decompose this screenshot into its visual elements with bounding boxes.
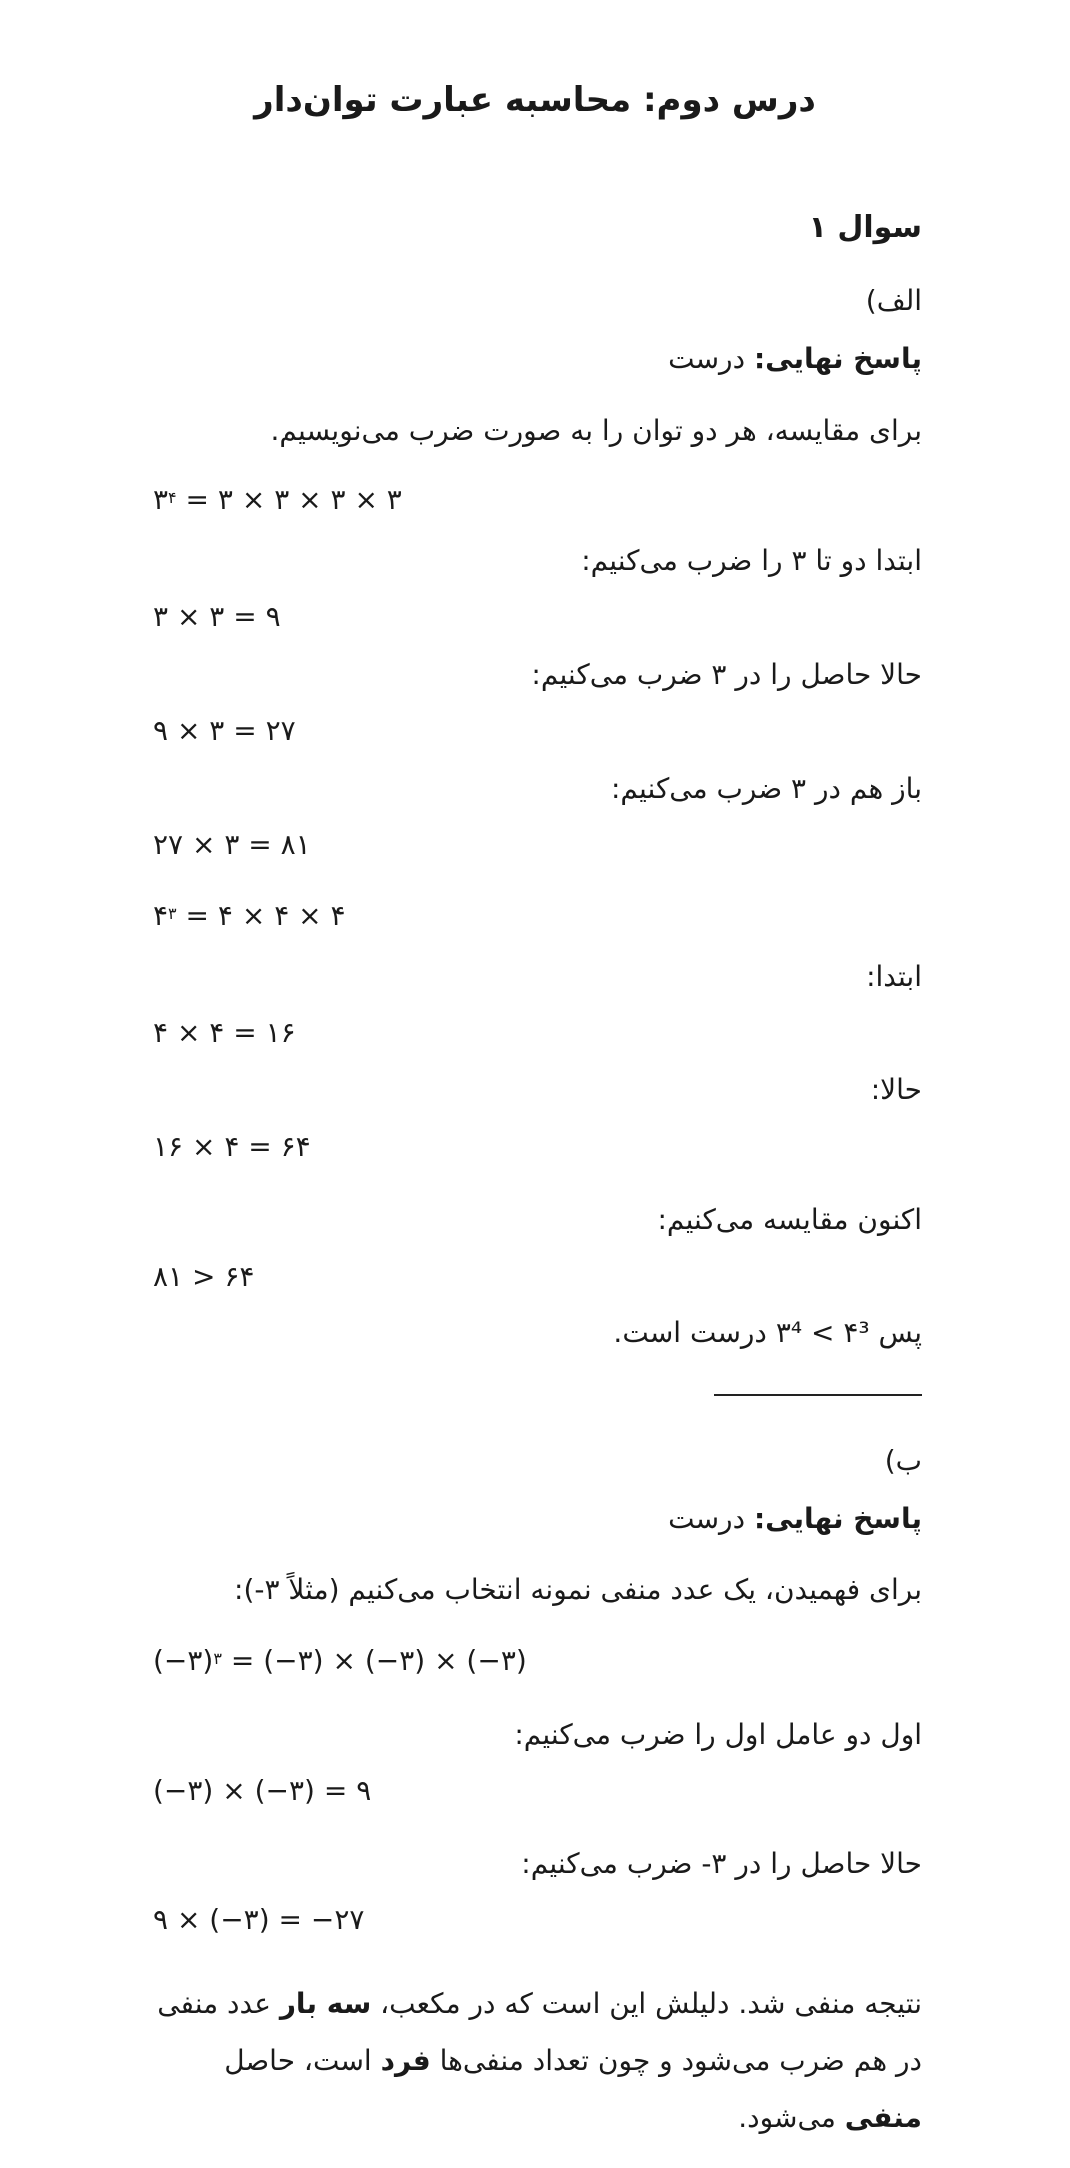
part-b-answer [668,1502,922,1535]
step-text: اول دو عامل اول را ضرب می‌کنیم: [514,1718,922,1751]
para-bold: سه بار [279,1987,372,2020]
part-a-answer [668,342,922,375]
equation [153,1644,527,1677]
equation [153,899,346,932]
section-divider [714,1394,922,1396]
para-text: می‌شود. [738,2101,845,2134]
part-a-intro: برای مقایسه، هر دو توان را به صورت ضرب می‌نویسیم. [270,414,922,447]
part-b-label: ب) [884,1444,922,1477]
question-heading: سوال ۱ [808,210,922,245]
equation: ۳ × ۳ = ۹ [153,600,281,633]
para-text: عدد منفی در هم ضرب می‌شود و چون تعداد منفی‌ها [157,1987,922,2077]
step-text: ابتدا دو تا ۳ را ضرب می‌کنیم: [581,544,922,577]
answer-value: درست [668,1502,746,1535]
eq-base: (−۳) [153,1644,214,1677]
eq-exponent: ۴ [168,488,177,507]
para-bold: فرد [380,2044,431,2077]
equation: ۸۱ > ۶۴ [153,1260,255,1293]
eq-base: ۳ [153,483,169,516]
conclusion: پس ۴³ > ۳⁴ درست است. [613,1316,922,1349]
step-text: حالا: [870,1073,922,1106]
explanation-paragraph [152,1975,922,2146]
page-title: درس دوم: محاسبه عبارت توان‌دار [254,80,816,120]
equation [153,483,402,516]
answer-value: درست [668,342,746,375]
equation: (−۳) × (−۳) = ۹ [153,1774,372,1807]
answer-label: پاسخ نهایی: [753,342,922,375]
para-bold: منفی [844,2101,922,2134]
para-text: نتیجه منفی شد. دلیلش این است که در مکعب، [371,1987,922,2020]
eq-exponent: ۳ [168,904,177,923]
equation: ۲۷ × ۳ = ۸۱ [153,828,311,861]
part-b-intro: برای فهمیدن، یک عدد منفی نمونه انتخاب می‌کنیم (مثلاً ۳-): [234,1573,922,1606]
para-text: است، حاصل [224,2044,381,2077]
eq-rest: = ۴ × ۴ × ۴ [176,899,346,932]
equation: ۹ × ۳ = ۲۷ [153,714,296,747]
step-text: ابتدا: [866,960,922,993]
step-text: حالا حاصل را در ۳- ضرب می‌کنیم: [521,1847,922,1880]
eq-rest: = ۳ × ۳ × ۳ × ۳ [176,483,402,516]
step-text: باز هم در ۳ ضرب می‌کنیم: [610,772,922,805]
step-text: حالا حاصل را در ۳ ضرب می‌کنیم: [531,658,922,691]
part-a-label: الف) [865,284,922,317]
step-text: اکنون مقایسه می‌کنیم: [657,1203,922,1236]
eq-exponent: ۳ [213,1649,222,1668]
equation: ۴ × ۴ = ۱۶ [153,1016,296,1049]
eq-rest: = (−۳) × (−۳) × (−۳) [221,1644,527,1677]
answer-label: پاسخ نهایی: [753,1502,922,1535]
equation: ۱۶ × ۴ = ۶۴ [153,1130,311,1163]
equation: ۹ × (−۳) = −۲۷ [153,1903,365,1936]
eq-base: ۴ [153,899,169,932]
